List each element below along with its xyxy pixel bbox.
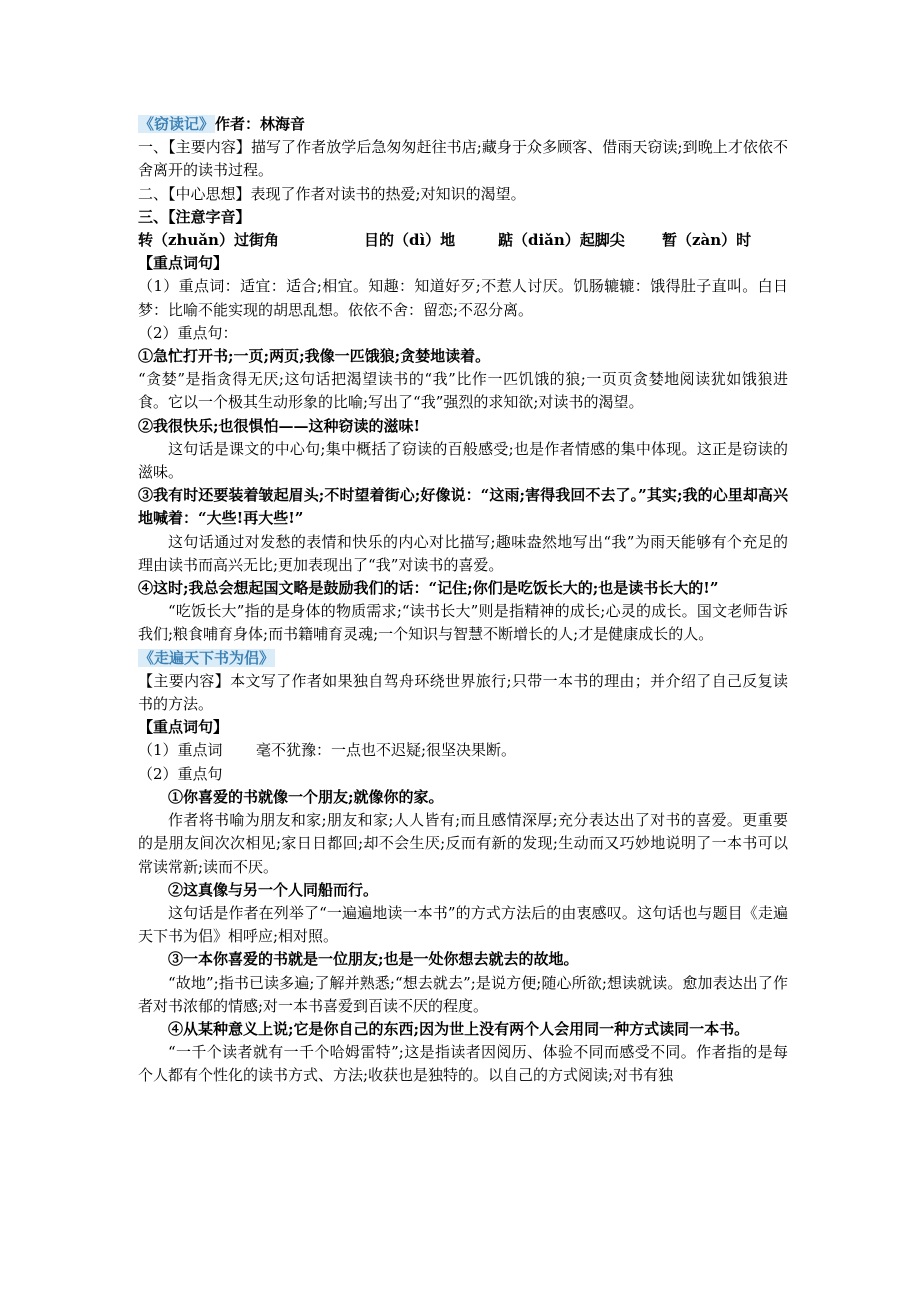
key-words-head: （1）重点词： [138,277,241,296]
section-title: 《窃读记》 [139,115,215,133]
key-sentence-quote: ③一本你喜爱的书就是一位朋友;也是一处你想去就去的故地。 [168,950,579,969]
pronunciation-item: 暂（zàn）时 [662,231,752,250]
key-sentence-quote: ③我有时还要装着皱起眉头;不时望着街心;好像说：“这雨;害得我回不去了。”其实;我的心里却高兴地喊着：“大些!再大些!” [138,486,788,528]
key-sentence-explanation: 这句话是课文的中心句;集中概括了窃读的百般感受;也是作者情感的集中体现。这正是窃读的滋味。 [138,439,788,482]
key-sentence-quote: ④从某种意义上说;它是你自己的东西;因为世上没有两个人会用同一种方式读同一本书。 [168,1019,750,1038]
pronunciation-row [138,229,788,252]
main-content-text: 描写了作者放学后急匆匆赶往书店;藏身于众多顾客、借雨天窃读;到晚上才依依不舍离开的读书过程。 [138,138,788,180]
main-content-label: 【主要内容】 [138,671,231,690]
key-words [138,275,788,321]
key-sentence-quote: ②我很快乐;也很惧怕——这种窃读的滋味! [138,416,421,435]
key-sentences-label: （2）重点句 [138,764,223,783]
document-body [138,113,788,1088]
main-content-label: 一、【主要内容】 [138,138,251,157]
key-sentences-label: （2）重点句： [138,323,238,342]
main-content [138,136,788,182]
key-words-label: 【重点词句】 [138,254,229,273]
pronunciation-item: 转（zhuǎn）过街角 [138,231,279,250]
central-idea [138,183,788,206]
key-words [138,739,788,762]
main-content [138,670,788,716]
key-sentence-quote: ②这真像与另一个人同船而行。 [168,880,379,899]
key-words-label: 【重点词句】 [138,718,229,737]
author-line: 作者：林海音 [215,115,306,133]
key-sentence-explanation: “吃饭长大”指的是身体的物质需求;“读书长大”则是指精神的成长;心灵的成长。国文老师告诉我们;粮食哺育身体;而书籍哺育灵魂;一个知识与智慧不断增长的人;才是健康成长的人。 [138,602,788,644]
central-idea-text: 表现了作者对读书的热爱;对知识的渴望。 [250,184,526,203]
pronunciation-item: 踮（diǎn）起脚尖 [498,231,625,250]
key-words-head: （1）重点词 [138,741,223,760]
main-content-text: 本文写了作者如果独自驾舟环绕世界旅行;只带一本书的理由；并介绍了自己反复读书的方法。 [138,671,788,714]
central-idea-label: 二、【中心思想】 [138,184,251,203]
pronunciation-item: 目的（dì）地 [364,231,456,250]
key-sentence-explanation: “一千个读者就有一千个哈姆雷特”;这是指读者因阅历、体验不同而感受不同。作者指的是每个人都有个性化的读书方式、方法;收获也是独特的。以自己的方式阅读;对书有独 [138,1043,788,1085]
section-title: 《走遍天下书为侣》 [139,648,275,667]
key-sentence-explanation: 这句话是作者在列举了“一遍遍地读一本书”的方式方法后的由衷感叹。这句话也与题目《走遍天下书为侣》相呼应;相对照。 [138,903,788,946]
key-sentence-quote: ④这时;我总会想起国文略是鼓励我们的话：“记住;你们是吃饭长大的;也是读书长大的!” [138,579,719,598]
key-sentence-explanation: 这句话通过对发愁的表情和快乐的内心对比描写;趣味盎然地写出“我”为雨天能够有个充足的理由读书而高兴无比;更加表现出了“我”对读书的喜爱。 [138,532,788,574]
key-sentence-explanation: 作者将书喻为朋友和家;朋友和家;人人皆有;而且感情深厚;充分表达出了对书的喜爱。更重要的是朋友间次次相见;家日日都回;却不会生厌;反而有新的发现;生动而又巧妙地说明了一本书可以常读常新;读而不厌。 [138,811,788,876]
section-heading [138,647,788,670]
key-words-text: 毫不犹豫：一点也不迟疑;很坚决果断。 [255,741,516,760]
key-sentence-explanation: “故地”;指书已读多遍;了解并熟悉;“想去就去”;是说方便;随心所欲;想读就读。愈加表达出了作者对书浓郁的情感;对一本书喜爱到百读不厌的程度。 [138,973,788,1015]
key-sentence-quote: ①急忙打开书;一页;两页;我像一匹饿狼;贪婪地读着。 [138,347,491,366]
section-heading [138,113,788,136]
key-words-text: 适宜：适合;相宜。知趣：知道好歹;不惹人讨厌。饥肠辘辘：饿得肚子直叫。白日梦：比喻不能实现的胡思乱想。依依不舍：留恋;不忍分离。 [138,277,788,319]
pronunciation-label: 三、【注意字音】 [138,207,251,226]
key-sentence-quote: ①你喜爱的书就像一个朋友;就像你的家。 [168,787,444,806]
key-sentence-explanation: “贪婪”是指贪得无厌;这句话把渴望读书的“我”比作一匹饥饿的狼;一页页贪婪地阅读犹如饿狼进食。它以一个极其生动形象的比喻;写出了“我”强烈的求知欲;对读书的渴望。 [138,370,788,412]
